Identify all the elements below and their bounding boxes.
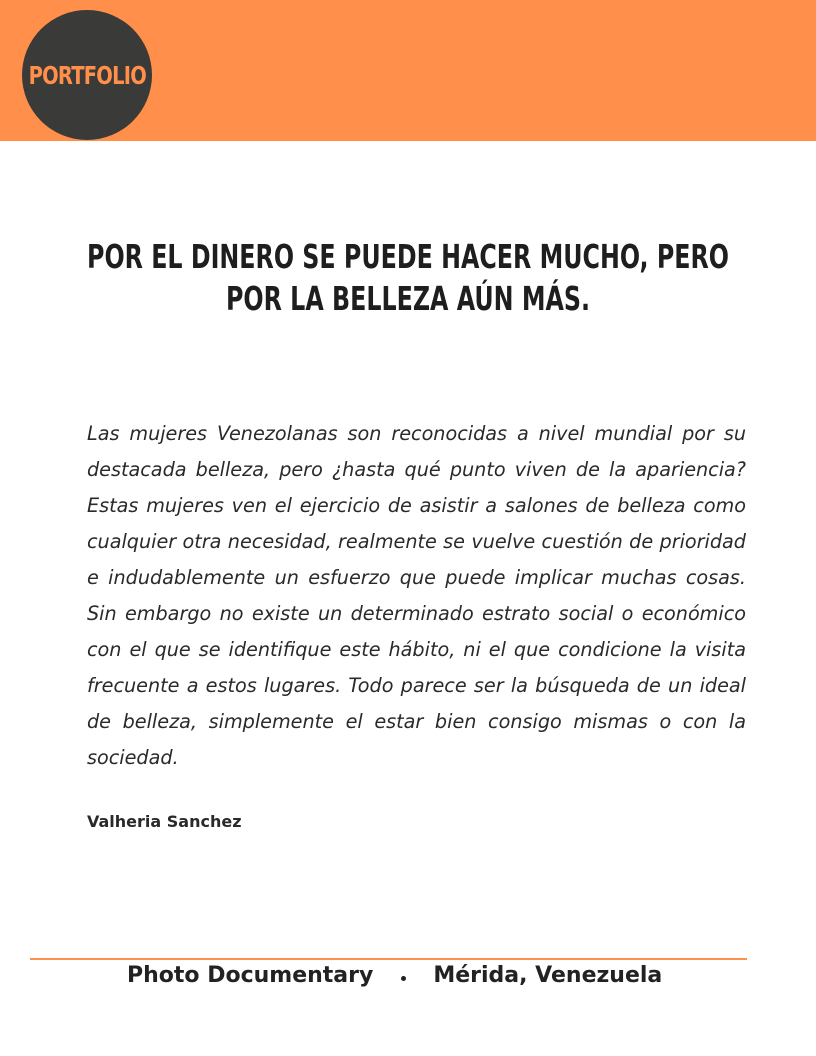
body-paragraph: Las mujeres Venezolanas son reconocidas a nivel mundial por su destacada belleza, pero ¿hasta qué punto viven de la apariencia? Estas mujeres ven el ejercicio de asistir a salones de belleza como cualquier otra necesidad, realmente se vuelve cuestión de prioridad e indudablemente un esfuerzo que puede implicar muchas cosas. Sin embargo no existe un determinado estrato social o económico con el que se identifique este hábito, ni el que condicione la visita frecuente a estos lugares. Todo parece ser la búsqueda de un ideal de belleza, simplemente el estar bien consigo mismas o con la sociedad. [87,422,746,769]
page-title [70,236,746,320]
portfolio-badge-label: PORTFOLIO [28,60,146,90]
author-name: Valheria Sanchez [87,812,242,831]
footer-category: Photo Documentary [127,963,374,988]
footer [127,963,662,988]
bullet-separator-icon [401,976,406,981]
footer-location: Mérida, Venezuela [433,963,663,988]
portfolio-badge [22,10,152,140]
footer-divider [30,958,747,960]
page-title-text: POR EL DINERO SE PUEDE HACER MUCHO, PERO POR LA BELLEZA AÚN MÁS. [87,237,729,318]
